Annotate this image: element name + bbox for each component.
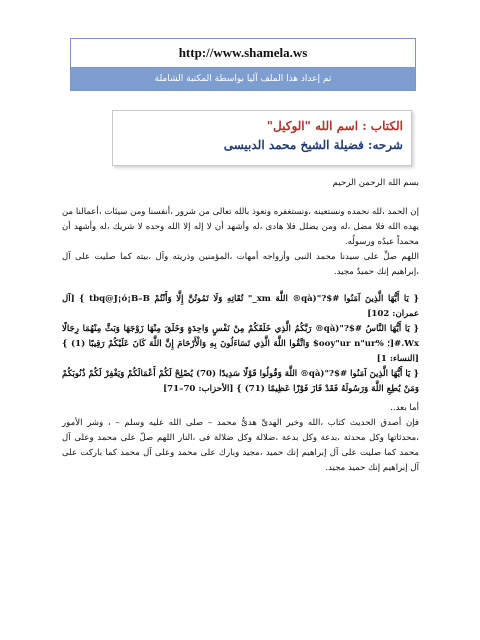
banner-url[interactable]: http://www.shamela.ws <box>70 38 416 67</box>
verse-1: { يَا أَيُّهَا الَّذِينَ آمَنُوا #$?"(qà® اللَّهَ xm_" تُقَاتِهِ وَلَا تَمُوتُنَّ إِلَّا وَأَنْتُمْ tbq@J¡ó¡B–B } <box>79 294 419 304</box>
verse-3-ref: [الأحزاب: 70–71] <box>163 384 234 394</box>
verse-2-ref: [النساء: 1] <box>376 354 419 364</box>
banner-note: تم إعداد هذا الملف آليا بواسطة المكتبة الشاملة <box>70 67 416 91</box>
body-text <box>62 176 419 476</box>
intro-paragraph: إن الحمد ،لله نحمده ونستعينه ،ونستغفره ونعوذ بالله تعالى من شرور ،أنفسنا ومن سيئات ،أعمالنا من يهده الله فلا مضل ،له ومن يضلل فلا هادى ،له وأشهد أن لا إله إلا الله وحده لا شريك ،له وأشهد أن محمداً عبدُه ورسولُه. <box>62 207 419 247</box>
shamela-banner <box>70 38 416 91</box>
verse-block-3 <box>62 367 419 397</box>
salat-paragraph: اللهم صلِّ على سيدنا محمد النبى وأزواجه أمهات ،المؤمنين وذريته وآل ،بيته كما صليت على آل ،إبراهيم إنك حميدٌ مجيد. <box>62 252 419 277</box>
verse-block-2 <box>62 322 419 367</box>
basmala: بسم الله الرحمن الرحيم <box>332 178 419 188</box>
amma-bad: أما بعد.. <box>390 403 419 413</box>
verse-2: { يَا أَيُّهَا النَّاسُ #$?"(qà® رَبَّكُمُ الَّذِي خَلَقَكُمْ مِنْ نَفْسٍ وَاحِدَةٍ وَخَلَقَ مِنْهَا زَوْجَهَا وَبَثَّ مِنْهُمَا رِجَالًا Wx.#[؛ %ooy"ur n"ur$ وَاتَّقُوا اللَّهَ الَّذِي تَسَاءَلُونَ بِهِ وَالْأَرْحَامَ إِنَّ اللَّهَ كَانَ عَلَيْكُمْ رَقِيبًا (1) } <box>62 324 419 349</box>
verse-block-1 <box>62 292 419 322</box>
book-title: الكتاب : اسم الله "الوكيل" <box>266 119 403 133</box>
title-box <box>112 110 412 166</box>
verse-3: { يَا أَيُّهَا الَّذِينَ آمَنُوا #$?"(qà® اللَّهَ وَقُولُوا قَوْلًا سَدِيدًا (70) يُصْلِحْ لَكُمْ أَعْمَالَكُمْ وَيَغْفِرْ لَكُمْ ذُنُوبَكُمْ وَمَنْ يُطِعِ اللَّهَ وَرَسُولَهُ فَقَدْ فَازَ فَوْزًا عَظِيمًا (71) } <box>62 369 419 394</box>
closing-paragraph: فإن أصدق الحديث كتاب ،الله وخير الهدىِّ هدىُّ محمد – صلى الله عليه وسلم – ، وشر الأمور ،محدثاتها وكل محدثة ،بدعة وكل بدعة ،ضلالة وكل ضلالة فى ،النار اللهم صلّ على محمد وعلى آل محمد كما صليت على آل إبراهيم إنك حميد ،مجيد وبارك على محمد وعلى آل محمد كما باركت على آل إبراهيم إنك حميد مجيد. <box>62 418 419 473</box>
spacer <box>62 280 419 292</box>
commentary-line: شرحه: فضيلة الشيخ محمد الدبيسى <box>223 138 403 152</box>
verse-1-ref: [آل عمران: 102] <box>62 294 419 319</box>
